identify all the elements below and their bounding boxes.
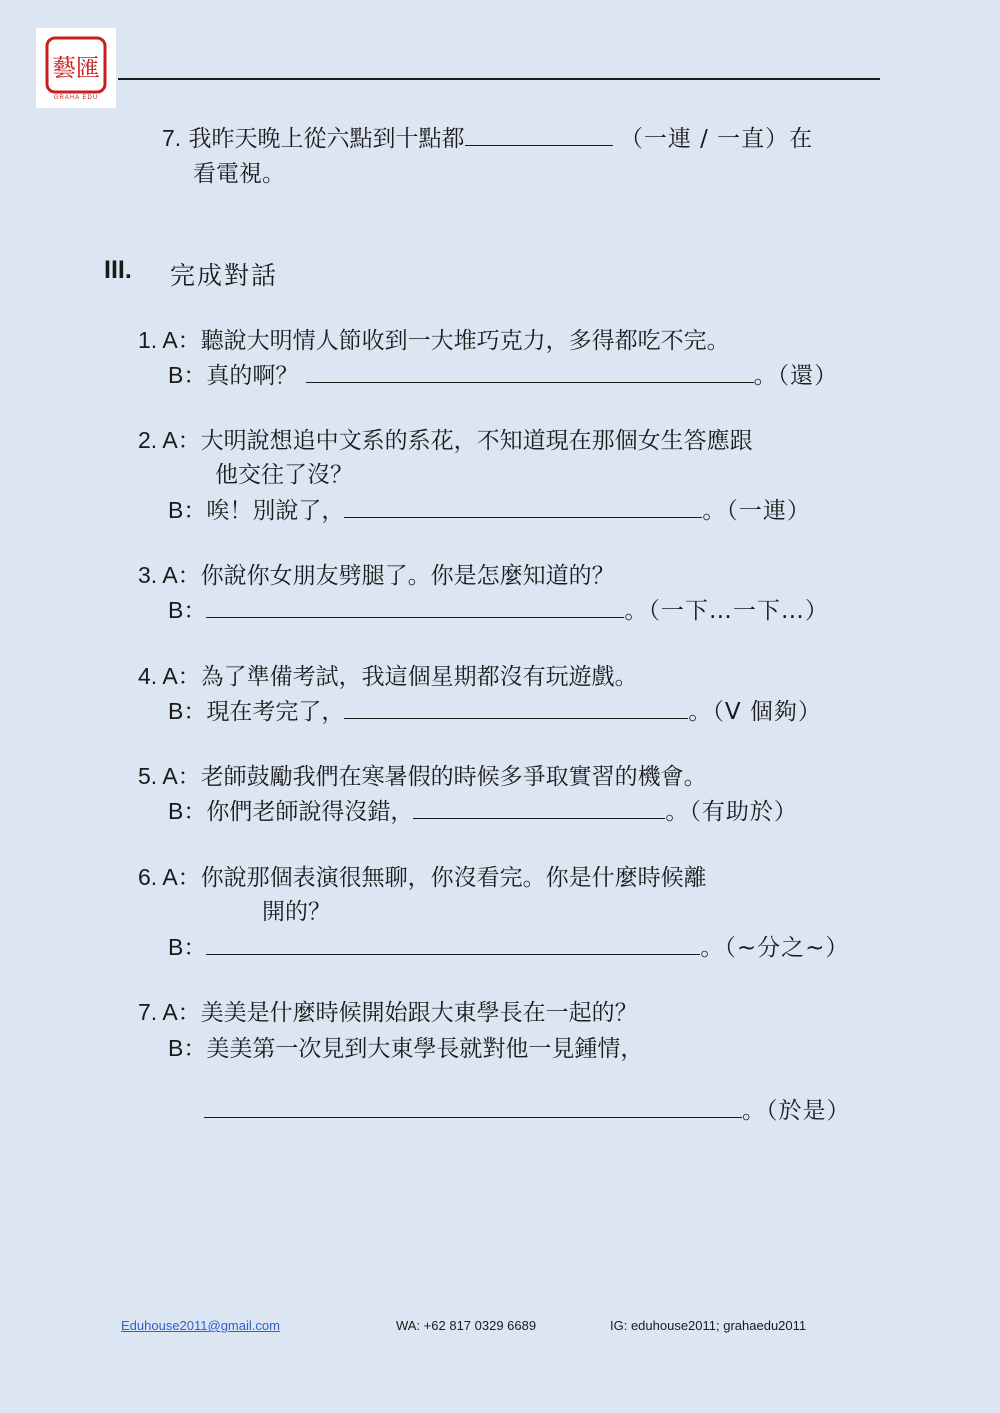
answer-blank[interactable] bbox=[306, 362, 754, 383]
item-5-a: 5. A：老師鼓勵我們在寒暑假的時候多爭取實習的機會。 bbox=[138, 763, 707, 790]
item-1-b: B：真的啊？ 。（還） bbox=[168, 362, 839, 389]
item-2-a-cont: 他交往了沒？ bbox=[215, 462, 353, 488]
item-4-b: B：現在考完了， 。（V 個夠） bbox=[168, 698, 822, 725]
item-3-b: B： 。（一下…一下…） bbox=[168, 597, 829, 624]
item-7-b: B：美美第一次見到大東學長就對他一見鍾情， bbox=[168, 1035, 644, 1062]
svg-text:藝匯: 藝匯 bbox=[52, 53, 100, 82]
logo bbox=[36, 28, 116, 108]
item-5-b: B：你們老師說得沒錯， 。（有助於） bbox=[168, 798, 798, 825]
footer-wa: WA: +62 817 0329 6689 bbox=[396, 1318, 537, 1333]
item-7-b-answer: 。（於是） bbox=[204, 1093, 851, 1129]
footer-ig: IG: eduhouse2011; grahaedu2011 bbox=[610, 1318, 807, 1333]
answer-blank[interactable] bbox=[206, 934, 700, 955]
section-title: 完成對話 bbox=[170, 261, 279, 290]
answer-blank[interactable] bbox=[344, 497, 702, 518]
answer-blank[interactable] bbox=[344, 698, 688, 719]
item-3-a: 3. A：你說你女朋友劈腿了。你是怎麼知道的？ bbox=[138, 562, 615, 589]
item-6-a-cont: 開的？ bbox=[262, 899, 331, 925]
section-number: III. bbox=[104, 256, 132, 284]
answer-blank[interactable] bbox=[413, 798, 665, 819]
email-link[interactable]: Eduhouse2011@gmail.com bbox=[121, 1318, 280, 1333]
header-rule bbox=[118, 78, 880, 80]
answer-blank[interactable] bbox=[204, 1097, 742, 1118]
item-6-a: 6. A：你說那個表演很無聊，你沒看完。你是什麼時候離 bbox=[138, 864, 707, 891]
item-4-a: 4. A：為了準備考試，我這個星期都沒有玩遊戲。 bbox=[138, 663, 638, 690]
item-7-a: 7. A：美美是什麼時候開始跟大東學長在一起的？ bbox=[138, 999, 638, 1026]
prev-item-line1: 7. 我昨天晚上從六點到十點都 （一連 / 一直）在 bbox=[162, 125, 814, 152]
logo-seal-icon bbox=[45, 36, 107, 94]
item-2-b: B：唉！別說了， 。（一連） bbox=[168, 497, 811, 524]
logo-caption: GRAHA EDU bbox=[53, 94, 99, 101]
prev-item-line2: 看電視。 bbox=[193, 161, 285, 187]
item-2-a: 2. A：大明說想追中文系的系花，不知道現在那個女生答應跟 bbox=[138, 427, 753, 454]
item-1-a: 1. A：聽說大明情人節收到一大堆巧克力，多得都吃不完。 bbox=[138, 327, 730, 354]
item-6-b: B： 。（~分之~） bbox=[168, 934, 850, 961]
footer-email[interactable] bbox=[121, 1318, 280, 1333]
answer-blank[interactable] bbox=[206, 597, 624, 618]
answer-blank[interactable] bbox=[465, 125, 613, 146]
